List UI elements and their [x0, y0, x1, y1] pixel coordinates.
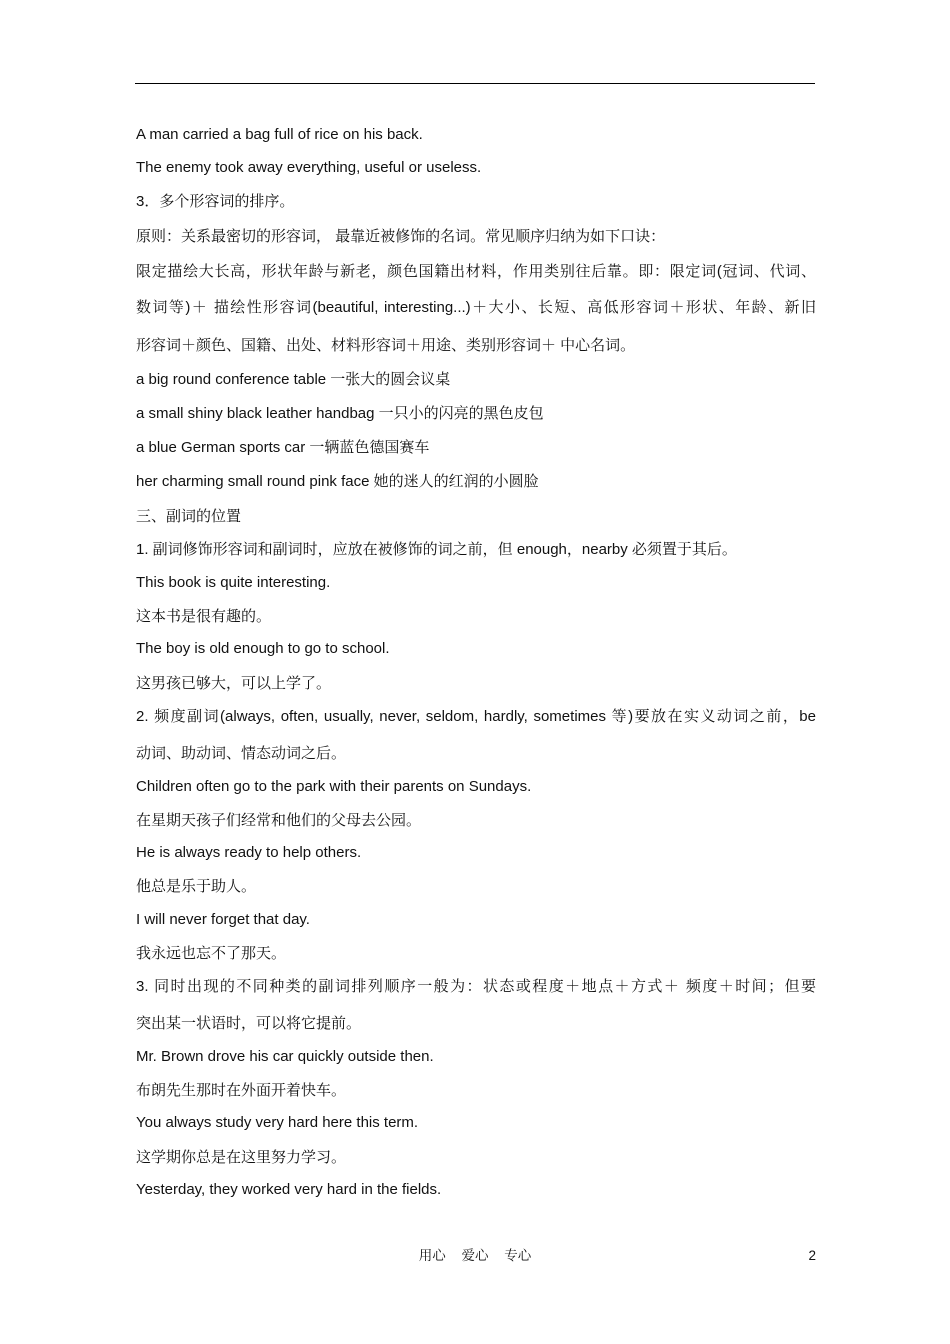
text-line: 原则：关系最密切的形容词， 最靠近被修饰的名词。常见顺序归纳为如下口诀：	[136, 228, 666, 245]
example-line: He is always ready to help others.	[136, 844, 362, 861]
example-line: a small shiny black leather handbag 一只小的闪亮的黑色皮包	[136, 405, 544, 422]
translation-line: 这男孩已够大，可以上学了。	[136, 675, 332, 692]
text-line: 数词等)＋ 描绘性形容词(beautiful, interesting...)＋大小、长短、高低形容词＋形状、年龄、新旧	[136, 299, 816, 316]
footer-motto: 用心 爱心 专心	[418, 1248, 532, 1263]
section-heading: 三、副词的位置	[136, 508, 242, 525]
example-line: Mr. Brown drove his car quickly outside then.	[136, 1048, 434, 1065]
translation-line: 布朗先生那时在外面开着快车。	[136, 1082, 347, 1099]
example-line: Children often go to the park with their parents on Sundays.	[136, 778, 532, 795]
example-line: This book is quite interesting.	[136, 574, 331, 591]
section-heading: 3．多个形容词的排序。	[136, 193, 295, 210]
example-line: The boy is old enough to go to school.	[136, 640, 390, 657]
translation-line: 这学期你总是在这里努力学习。	[136, 1149, 347, 1166]
text-line: 突出某一状语时，可以将它提前。	[136, 1015, 362, 1032]
text-line: 限定描绘大长高，形状年龄与新老，颜色国籍出材料，作用类别往后靠。即：限定词(冠词、代词、	[136, 263, 816, 280]
translation-line: 我永远也忘不了那天。	[136, 945, 287, 962]
example-line: her charming small round pink face 她的迷人的红润的小圆脸	[136, 473, 539, 490]
text-line: A man carried a bag full of rice on his back.	[136, 126, 423, 143]
example-line: Yesterday, they worked very hard in the fields.	[136, 1181, 442, 1198]
text-line: The enemy took away everything, useful or useless.	[136, 159, 482, 176]
text-line: 1. 副词修饰形容词和副词时，应放在被修饰的词之前，但 enough，nearby 必须置于其后。	[136, 541, 737, 558]
text-line: 形容词＋颜色、国籍、出处、材料形容词＋用途、类别形容词＋ 中心名词。	[136, 337, 636, 354]
header-rule	[135, 83, 815, 84]
text-line: 3. 同时出现的不同种类的副词排列顺序一般为：状态或程度＋地点＋方式＋ 频度＋时间；但要	[136, 978, 816, 995]
example-line: I will never forget that day.	[136, 911, 310, 928]
example-line: a blue German sports car 一辆蓝色德国赛车	[136, 439, 430, 456]
text-line: 动词、助动词、情态动词之后。	[136, 745, 347, 762]
translation-line: 这本书是很有趣的。	[136, 608, 272, 625]
translation-line: 他总是乐于助人。	[136, 878, 257, 895]
page-number: 2	[808, 1248, 816, 1263]
example-line: You always study very hard here this term.	[136, 1114, 419, 1131]
example-line: a big round conference table 一张大的圆会议桌	[136, 371, 451, 388]
text-line: 2. 频度副词(always, often, usually, never, seldom, hardly, sometimes 等)要放在实义动词之前，be	[136, 708, 816, 725]
translation-line: 在星期天孩子们经常和他们的父母去公园。	[136, 812, 422, 829]
